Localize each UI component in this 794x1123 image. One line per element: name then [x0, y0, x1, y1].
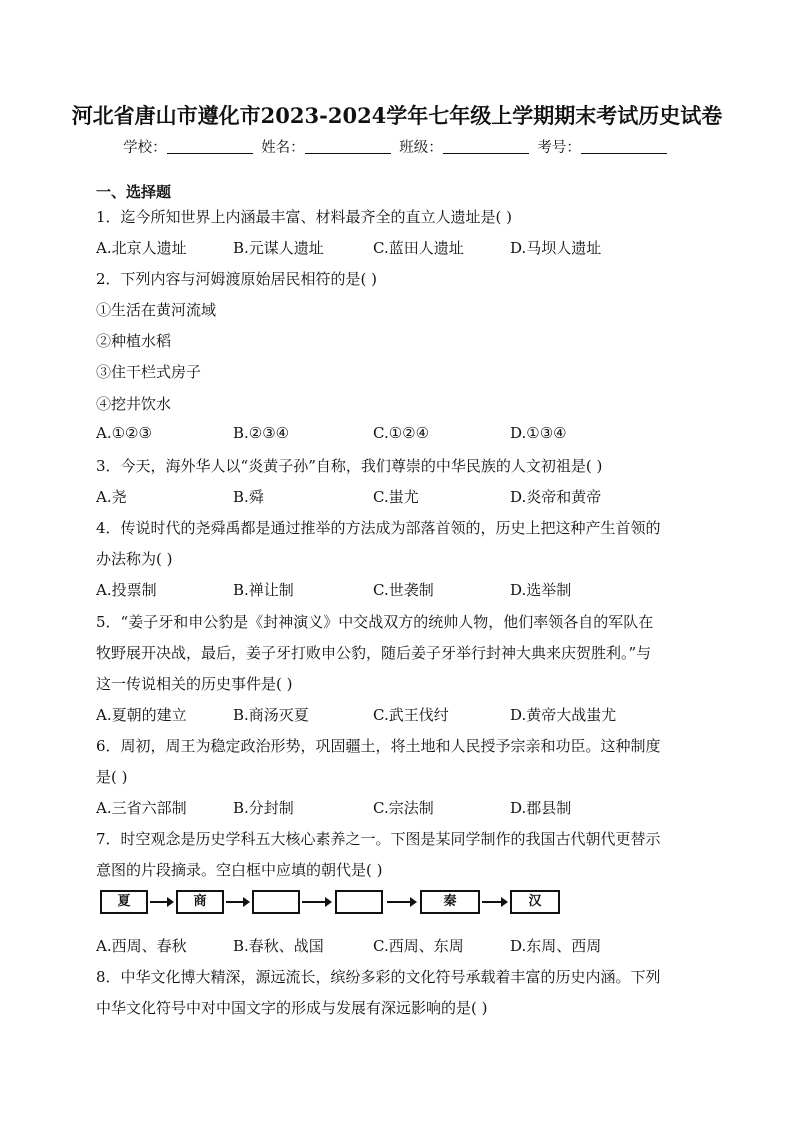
- option-c: C.西周、东周: [373, 937, 464, 955]
- question-8-line-2: 中华文化符号中对中国文字的形成与发展有深远影响的是( ): [96, 999, 488, 1017]
- option-d: D.黄帝大战蚩尤: [510, 706, 617, 724]
- option-c: C.蚩尤: [373, 488, 419, 506]
- option-c: C.世袭制: [373, 581, 434, 599]
- dynasty-box-blank-1: [252, 890, 300, 914]
- option-c: C.宗法制: [373, 799, 434, 817]
- question-6-line-1: 6．周初，周王为稳定政治形势，巩固疆土，将土地和人民授予宗亲和功臣。这种制度: [96, 737, 661, 755]
- option-d: D.马坝人遗址: [510, 239, 602, 257]
- name-blank[interactable]: [305, 139, 391, 154]
- question-6-line-2: 是( ): [96, 768, 128, 786]
- option-a: A.夏朝的建立: [96, 706, 187, 724]
- option-b: B.分封制: [233, 799, 294, 817]
- school-label: 学校：: [123, 140, 167, 156]
- name-label: 姓名：: [261, 140, 305, 156]
- question-2-item-4: ④挖井饮水: [96, 395, 172, 413]
- dynasty-box-han: 汉: [510, 890, 560, 914]
- dynasty-box-blank-2: [335, 890, 383, 914]
- option-d: D.炎帝和黄帝: [510, 488, 602, 506]
- exam-number-blank[interactable]: [581, 139, 667, 154]
- question-2-item-1: ①生活在黄河流域: [96, 301, 217, 319]
- option-d: D.①③④: [510, 424, 567, 442]
- question-4-line-2: 办法称为( ): [96, 550, 173, 568]
- question-2-item-3: ③住干栏式房子: [96, 363, 202, 381]
- question-2-item-2: ②种植水稻: [96, 332, 172, 350]
- option-a: A.三省六部制: [96, 799, 187, 817]
- dynasty-box-shang: 商: [176, 890, 224, 914]
- class-label: 班级：: [399, 140, 443, 156]
- option-d: D.郡县制: [510, 799, 572, 817]
- question-3-line-1: 3．今天，海外华人以“炎黄子孙”自称，我们尊崇的中华民族的人文初祖是( ): [96, 457, 603, 475]
- arrow-3: [302, 901, 330, 903]
- exam-number-label: 考号：: [537, 140, 581, 156]
- option-b: B.元谋人遗址: [233, 239, 324, 257]
- exam-title: 河北省唐山市遵化市2023-2024学年七年级上学期期末考试历史试卷: [71, 103, 723, 128]
- question-8-line-1: 8．中华文化博大精深，源远流长，缤纷多彩的文化符号承载着丰富的历史内涵。下列: [96, 968, 661, 986]
- option-c: C.蓝田人遗址: [373, 239, 464, 257]
- option-a: A.西周、春秋: [96, 937, 187, 955]
- dynasty-sequence-diagram: [100, 890, 570, 920]
- arrow-1: [150, 901, 172, 903]
- question-5-line-1: 5．“姜子牙和申公豹是《封神演义》中交战双方的统帅人物，他们率领各自的军队在: [96, 613, 654, 631]
- option-a: A.尧: [96, 488, 127, 506]
- option-b: B.②③④: [233, 424, 290, 442]
- option-a: A.投票制: [96, 581, 157, 599]
- dynasty-box-xia: 夏: [100, 890, 148, 914]
- question-7-line-2: 意图的片段摘录。空白框中应填的朝代是( ): [96, 861, 383, 879]
- question-7-line-1: 7．时空观念是历史学科五大核心素养之一。下图是某同学制作的我国古代朝代更替示: [96, 830, 661, 848]
- option-c: C.①②④: [373, 424, 430, 442]
- option-d: D.东周、西周: [510, 937, 602, 955]
- option-c: C.武王伐纣: [373, 706, 449, 724]
- option-d: D.选举制: [510, 581, 572, 599]
- option-b: B.春秋、战国: [233, 937, 324, 955]
- arrow-5: [482, 901, 506, 903]
- arrow-2: [226, 901, 248, 903]
- section-heading: 一、选择题: [96, 183, 172, 201]
- dynasty-box-qin: 秦: [420, 890, 480, 914]
- option-a: A.北京人遗址: [96, 239, 187, 257]
- question-5-line-2: 牧野展开决战，最后，姜子牙打败申公豹，随后姜子牙举行封神大典来庆贺胜利。”与: [96, 644, 652, 662]
- arrow-4: [387, 901, 415, 903]
- option-b: B.商汤灭夏: [233, 706, 309, 724]
- student-info-row: [0, 136, 794, 157]
- question-5-line-3: 这一传说相关的历史事件是( ): [96, 675, 293, 693]
- option-b: B.舜: [233, 488, 264, 506]
- option-b: B.禅让制: [233, 581, 294, 599]
- option-a: A.①②③: [96, 424, 152, 442]
- class-blank[interactable]: [443, 139, 529, 154]
- question-2-line-1: 2．下列内容与河姆渡原始居民相符的是( ): [96, 270, 378, 288]
- school-blank[interactable]: [167, 139, 253, 154]
- question-1-line-1: 1．迄今所知世界上内涵最丰富、材料最齐全的直立人遗址是( ): [96, 208, 513, 226]
- question-4-line-1: 4．传说时代的尧舜禹都是通过推举的方法成为部落首领的，历史上把这种产生首领的: [96, 519, 661, 537]
